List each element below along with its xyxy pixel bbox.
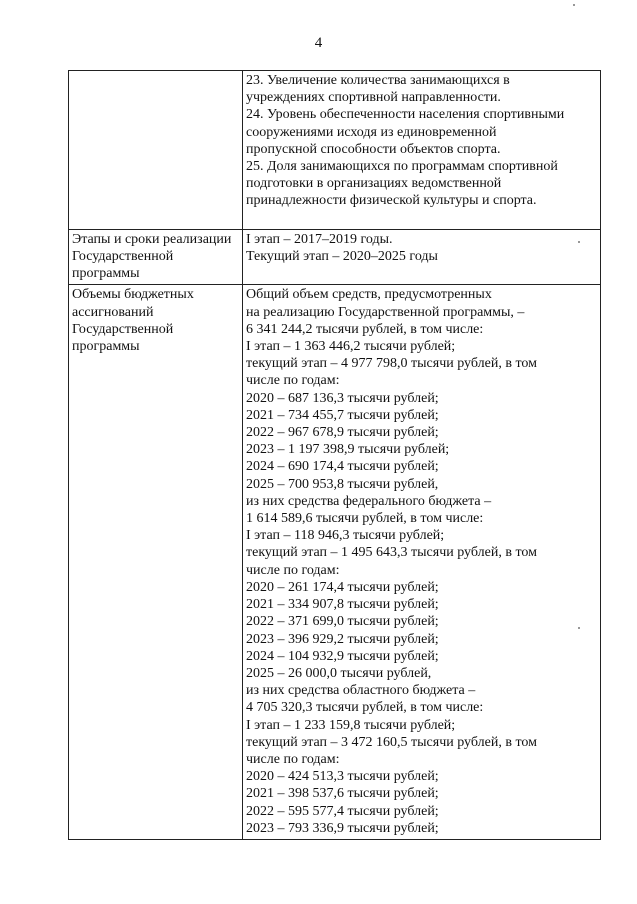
row-label-cell: [69, 285, 243, 840]
indicator-line: подготовки в организациях ведомственной: [246, 176, 502, 192]
row-label: Этапы и сроки реализации Государственной программы: [72, 231, 232, 282]
budget-line: текущий этап – 3 472 160,5 тысячи рублей, в том: [246, 734, 537, 750]
indicator-line: сооружениями исходя из единовременной: [246, 124, 497, 140]
budget-line: 2020 – 687 136,3 тысячи рублей;: [246, 390, 439, 406]
budget-line: Общий объем средств, предусмотренных: [246, 287, 492, 303]
scan-speck: [578, 627, 580, 629]
budget-line: 2025 – 26 000,0 тысячи рублей,: [246, 665, 432, 681]
budget-line: текущий этап – 1 495 643,3 тысячи рублей, в том: [246, 545, 537, 561]
budget-line: числе по годам:: [246, 751, 340, 767]
budget-line: I этап – 118 946,3 тысячи рублей;: [246, 528, 445, 544]
budget-line: числе по годам:: [246, 373, 340, 389]
stage-line: I этап – 2017–2019 годы.: [246, 231, 393, 247]
budget-line: I этап – 1 363 446,2 тысячи рублей;: [246, 339, 456, 355]
row-label-cell: [69, 229, 243, 285]
scan-speck: [573, 4, 575, 6]
budget-line: 2023 – 1 197 398,9 тысячи рублей;: [246, 442, 450, 458]
indicator-line: 23. Увеличение количества занимающихся в: [246, 73, 510, 88]
budget-line: 2022 – 967 678,9 тысячи рублей;: [246, 425, 439, 441]
program-passport-table: [68, 70, 601, 840]
budget-line: 4 705 320,3 тысячи рублей, в том числе:: [246, 700, 484, 716]
budget-line: 2023 – 793 336,9 тысячи рублей;: [246, 820, 439, 836]
budget-line: 2021 – 398 537,6 тысячи рублей;: [246, 786, 439, 802]
budget-line: 2022 – 595 577,4 тысячи рублей;: [246, 803, 439, 819]
indicator-line: 24. Уровень обеспеченности населения спортивными: [246, 107, 565, 123]
indicator-line: 25. Доля занимающихся по программам спортивной: [246, 159, 558, 175]
budget-line: 2025 – 700 953,8 тысячи рублей,: [246, 476, 439, 492]
indicator-line: учреждениях спортивной направленности.: [246, 90, 501, 106]
budget-line: 2021 – 734 455,7 тысячи рублей;: [246, 407, 439, 423]
budget-line: из них средства федерального бюджета –: [246, 493, 492, 509]
budget-line: I этап – 1 233 159,8 тысячи рублей;: [246, 717, 456, 733]
budget-line: 6 341 244,2 тысячи рублей, в том числе:: [246, 321, 484, 337]
budget-line: 2020 – 261 174,4 тысячи рублей;: [246, 579, 439, 595]
budget-line: из них средства областного бюджета –: [246, 683, 476, 699]
budget-line: 2021 – 334 907,8 тысячи рублей;: [246, 597, 439, 613]
budget-line: 2020 – 424 513,3 тысячи рублей;: [246, 769, 439, 785]
budget-line: 2023 – 396 929,2 тысячи рублей;: [246, 631, 439, 647]
page-number: 4: [314, 35, 323, 51]
blank-line: [246, 210, 597, 227]
table-row-indicators: [69, 71, 601, 230]
row-value-cell: [243, 229, 601, 285]
budget-line: 2024 – 690 174,4 тысячи рублей;: [246, 459, 439, 475]
scan-speck: [578, 241, 580, 243]
table-row-stages: [69, 229, 601, 285]
budget-line: 2022 – 371 699,0 тысячи рублей;: [246, 614, 439, 630]
row-label-cell: [69, 71, 243, 230]
budget-line: числе по годам:: [246, 562, 340, 578]
stage-line: Текущий этап – 2020–2025 годы: [246, 249, 438, 265]
row-label: Объемы бюджетных ассигнований Государственной программы: [72, 287, 194, 355]
budget-line: 1 614 589,6 тысячи рублей, в том числе:: [246, 511, 484, 527]
table-row-budget: [69, 285, 601, 840]
budget-line: 2024 – 104 932,9 тысячи рублей;: [246, 648, 439, 664]
budget-line: на реализацию Государственной программы, –: [246, 304, 525, 320]
indicator-line: принадлежности физической культуры и спорта.: [246, 193, 537, 209]
budget-line: текущий этап – 4 977 798,0 тысячи рублей, в том: [246, 356, 537, 372]
row-value-cell: [243, 71, 601, 230]
indicator-line: пропускной способности объектов спорта.: [246, 141, 501, 157]
row-value-cell: [243, 285, 601, 840]
